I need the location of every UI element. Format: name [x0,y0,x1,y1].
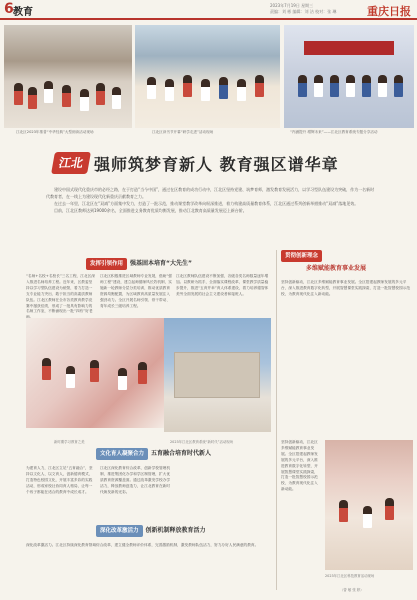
teacher-figure [378,75,387,97]
section-title: 强基固本培育“大先生” [130,260,192,267]
article-column-3: 江北区教师队伍建设不断加强，各级各类名师数量逐年增加。以教研为抓手，全面落实课程改革，课堂教学质量稳步提升，推进“五育并举”育人体系建设，着力培养德智体美劳全面发展的社会主义建设者和接班人。 [176,274,269,296]
teacher-figure [314,75,323,97]
student-figure [14,83,23,105]
photo-campus-building [164,318,271,432]
lead-paragraph: 在过去一年里，江北区在“双减”方面集中发力，打造了一批示范，推动课堂教学改革向纵深推进，着力构建高质量教育体系，江北区通过系列创新举措推动“双减”落地见效。 [54,201,359,206]
photo-science-activity [325,440,413,570]
article-column-right: 坚持创新驱动，江北区多维赋能教育事业发展。全区搭建起教师发展的多元平台，深入推进教育数字化转型，开展智慧课堂实践探索，打造一批智慧校园示范校，为教育现代化注入新动能。 [281,280,411,296]
photo-classroom-students [26,318,164,428]
student-figure [183,75,192,97]
student-figure [80,89,89,111]
article-column-right-lower: 坚持创新驱动，江北区多维赋能教育事业发展。全区搭建起教师发展的多元平台，深入推进教育数字化转型，开展智慧课堂实践探索，打造一批智慧校园示范校，为教育现代化注入新动能。 [281,440,318,492]
article-column-1: “名师+名校+名校长”三名工程，江北区深入推进名师培养工程。近年来，区教委坚持以学习型队伍建设为统领，着力打造一支专业能力突出、敢于担当的高素质教师队伍。江北区教师在全市各类教育教学竞赛中屡获佳绩，形成了一批具有影响力的名师工作室，不断涌现出一批“四有”好老 [26,274,95,314]
photo-caption-mid: 江北区读书节开幕“研学走进”活动现场 [152,130,214,134]
headline-title: 强师筑梦育新人 教育强区谱华章 [94,155,339,174]
image-caption-mid: 2023年江北区教育系统“新时代”活动现场 [170,440,234,444]
newspaper-logo: 重庆日报 [367,5,411,18]
teacher-figure [298,75,307,97]
section-title: 创新机制释放教育活力 [145,527,206,534]
student-figure [90,360,99,382]
column-divider [276,250,277,590]
teacher-figure [394,75,403,97]
student-figure [339,500,348,522]
student-figure [219,77,228,99]
header-meta [270,3,370,15]
student-figure [165,79,174,101]
lead-paragraphs [46,186,376,214]
article-column-4: 为建育人力，江北区立足“五育融合”，坚持以文化人、以文育人，创新德育模式，打造特色校园文化，开展丰富多彩的实践活动，形成家校社协同育人格局，让每一个孩子都能在适合的教育中成长成才。 [26,466,93,494]
page-number: 6 [4,1,14,17]
student-figure [66,366,75,388]
student-figure [96,83,105,105]
byline: （曾 敏 张 婷） [340,588,364,592]
student-figure [385,498,394,520]
header-editors: 责编：刘 彬 编辑：刘 洁 校对：张 琳 [270,9,337,14]
teacher-figure [362,75,371,97]
headline-tag: 江北 [51,152,91,174]
student-figure [118,368,127,390]
article-column-5: 江北区深化教育综合改革，创新学校管理机制，推进集团化办学和学区制管理，扩大优质教育资源覆盖面。通过改革激发学校办学活力，释放教师创造力，让江北教育在新时代焕发新的光彩。 [100,466,171,494]
article-column-2: 江北区积极推进区域教师专业发展，借助“强师工程”建设，建立起师德师风长效机制，实施新一轮教师分层分类培训，推动优质教育资源均衡配置，为区域教育高质量发展注入强劲动力。全区开展名师引领、骨干带动、青年成长三级培养工程。 [100,274,172,308]
section-chip: 贯彻创新理念 [281,250,322,262]
lead-paragraph: 目前，江北区教师达到19000余名，全面推进义务教育优质均衡发展，推动江北教育高质量发展迈上新台阶。 [54,208,247,213]
header-date: 2023年7月19日 星期三 [270,3,314,8]
student-figure [363,506,372,528]
section-heading-2 [281,250,413,262]
student-figure [138,362,147,384]
section-chip: 深化改革激活力 [96,525,143,537]
student-figure [112,87,121,109]
section-title: 五育融合培育时代新人 [151,450,212,457]
page-header [0,0,417,20]
teacher-figure [330,75,339,97]
photo-students-reading [4,25,132,128]
image-caption-left: 新时期学习教育之美 [54,440,85,444]
teacher-figure [346,75,355,97]
section-chip: 文化育人凝聚合力 [96,448,148,460]
student-figure [42,358,51,380]
section-heading-4 [96,525,206,537]
student-figure [147,77,156,99]
article-column-6: 深化改革激活力。江北区持续深化教育领域综合改革，建立健全教师评价体系，完善激励机制，激发教师队伍活力，努力办好人民满意的教育。 [26,543,259,547]
student-figure [201,79,210,101]
photo-caption-left: 江北区2023年推普“中华经典”大型朗读活动现场 [16,130,94,134]
student-figure [255,75,264,97]
student-figure [28,87,37,109]
stage-banner [304,41,394,55]
photo-reading-festival [135,25,280,128]
image-caption-right: 2023年江北区科技教育活动现场 [325,574,375,578]
photo-caption-right: “内涵提升 增辉未来”——江北区教育系统专题分享活动 [290,130,378,134]
section-title: 教育 [13,7,33,18]
section-heading-3 [96,448,211,460]
student-figure [62,85,71,107]
section-heading-1 [86,258,192,270]
building-shape [174,352,260,398]
section-title: 多维赋能教育事业发展 [306,265,367,272]
photo-teacher-sharing [284,25,414,128]
student-figure [44,81,53,103]
student-figure [237,79,246,101]
section-heading-2-title [306,263,366,275]
lead-paragraph: 建设中国式现代化重庆市的必经之路，在于打造“当今中国”，通过在区教育的成功行动中，江北区坚持党建、筑梦育师，激发教育发展活力，以学习型队伍建设为突破，作为一名新时代教育者，在一线上为建设现代化新重庆贡献教育之力。 [46,187,375,199]
section-chip: 发挥引领作用 [86,258,127,270]
